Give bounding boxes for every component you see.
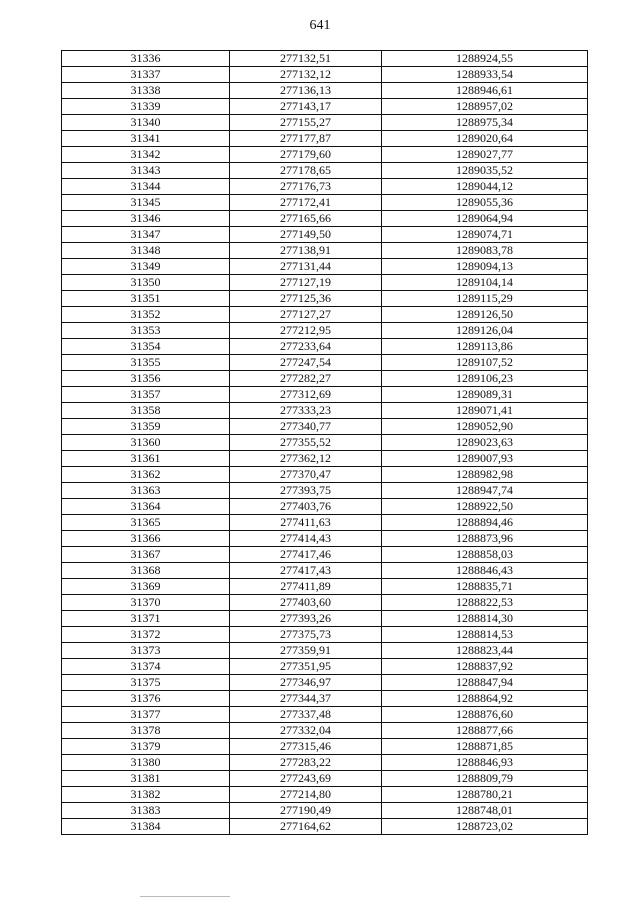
y-coordinate-cell: 1289007,93 [382,451,588,467]
y-coordinate-cell: 1288809,79 [382,771,588,787]
point-number-cell: 31362 [62,467,230,483]
x-coordinate-cell: 277362,12 [230,451,382,467]
point-number-cell: 31354 [62,339,230,355]
x-coordinate-cell: 277127,27 [230,307,382,323]
table-row [62,595,588,611]
x-coordinate-cell: 277247,54 [230,355,382,371]
y-coordinate-cell: 1288957,02 [382,99,588,115]
point-number-cell: 31347 [62,227,230,243]
table-row [62,515,588,531]
table-row [62,163,588,179]
y-coordinate-cell: 1289023,63 [382,435,588,451]
y-coordinate-cell: 1288946,61 [382,83,588,99]
table-row [62,99,588,115]
x-coordinate-cell: 277190,49 [230,803,382,819]
point-number-cell: 31381 [62,771,230,787]
table-row [62,563,588,579]
table-row [62,787,588,803]
table-row [62,675,588,691]
point-number-cell: 31351 [62,291,230,307]
table-row [62,755,588,771]
x-coordinate-cell: 277351,95 [230,659,382,675]
y-coordinate-cell: 1289055,36 [382,195,588,211]
table-row [62,371,588,387]
y-coordinate-cell: 1289113,86 [382,339,588,355]
x-coordinate-cell: 277131,44 [230,259,382,275]
point-number-cell: 31361 [62,451,230,467]
coordinates-table [61,50,588,835]
point-number-cell: 31339 [62,99,230,115]
x-coordinate-cell: 277178,65 [230,163,382,179]
x-coordinate-cell: 277344,37 [230,691,382,707]
y-coordinate-cell: 1289064,94 [382,211,588,227]
point-number-cell: 31365 [62,515,230,531]
table-row [62,547,588,563]
y-coordinate-cell: 1289126,04 [382,323,588,339]
x-coordinate-cell: 277212,95 [230,323,382,339]
table-row [62,179,588,195]
y-coordinate-cell: 1288835,71 [382,579,588,595]
point-number-cell: 31355 [62,355,230,371]
y-coordinate-cell: 1289020,64 [382,131,588,147]
point-number-cell: 31371 [62,611,230,627]
table-row [62,691,588,707]
point-number-cell: 31353 [62,323,230,339]
x-coordinate-cell: 277136,13 [230,83,382,99]
point-number-cell: 31357 [62,387,230,403]
y-coordinate-cell: 1289126,50 [382,307,588,323]
y-coordinate-cell: 1289106,23 [382,371,588,387]
x-coordinate-cell: 277282,27 [230,371,382,387]
point-number-cell: 31374 [62,659,230,675]
y-coordinate-cell: 1288894,46 [382,515,588,531]
point-number-cell: 31384 [62,819,230,835]
y-coordinate-cell: 1289115,29 [382,291,588,307]
coordinates-table-body [62,51,588,835]
table-row [62,483,588,499]
x-coordinate-cell: 277132,12 [230,67,382,83]
y-coordinate-cell: 1288975,34 [382,115,588,131]
y-coordinate-cell: 1289104,14 [382,275,588,291]
point-number-cell: 31378 [62,723,230,739]
point-number-cell: 31382 [62,787,230,803]
table-row [62,467,588,483]
table-row [62,643,588,659]
table-row [62,355,588,371]
x-coordinate-cell: 277172,41 [230,195,382,211]
point-number-cell: 31367 [62,547,230,563]
table-row [62,723,588,739]
x-coordinate-cell: 277340,77 [230,419,382,435]
point-number-cell: 31366 [62,531,230,547]
x-coordinate-cell: 277411,89 [230,579,382,595]
x-coordinate-cell: 277233,64 [230,339,382,355]
x-coordinate-cell: 277312,69 [230,387,382,403]
table-row [62,819,588,835]
table-row [62,259,588,275]
y-coordinate-cell: 1288877,66 [382,723,588,739]
y-coordinate-cell: 1288723,02 [382,819,588,835]
point-number-cell: 31343 [62,163,230,179]
table-row [62,451,588,467]
table-row [62,67,588,83]
point-number-cell: 31373 [62,643,230,659]
table-row [62,147,588,163]
y-coordinate-cell: 1288947,74 [382,483,588,499]
x-coordinate-cell: 277149,50 [230,227,382,243]
point-number-cell: 31383 [62,803,230,819]
x-coordinate-cell: 277315,46 [230,739,382,755]
point-number-cell: 31344 [62,179,230,195]
point-number-cell: 31377 [62,707,230,723]
x-coordinate-cell: 277177,87 [230,131,382,147]
y-coordinate-cell: 1288858,03 [382,547,588,563]
x-coordinate-cell: 277243,69 [230,771,382,787]
point-number-cell: 31342 [62,147,230,163]
point-number-cell: 31376 [62,691,230,707]
page-number: 641 [309,18,331,33]
x-coordinate-cell: 277417,43 [230,563,382,579]
x-coordinate-cell: 277214,80 [230,787,382,803]
table-row [62,83,588,99]
y-coordinate-cell: 1289107,52 [382,355,588,371]
point-number-cell: 31363 [62,483,230,499]
y-coordinate-cell: 1289074,71 [382,227,588,243]
x-coordinate-cell: 277179,60 [230,147,382,163]
table-row [62,627,588,643]
table-row [62,307,588,323]
point-number-cell: 31336 [62,51,230,67]
table-row [62,499,588,515]
y-coordinate-cell: 1288823,44 [382,643,588,659]
x-coordinate-cell: 277346,97 [230,675,382,691]
y-coordinate-cell: 1289083,78 [382,243,588,259]
y-coordinate-cell: 1288933,54 [382,67,588,83]
y-coordinate-cell: 1288846,43 [382,563,588,579]
point-number-cell: 31364 [62,499,230,515]
y-coordinate-cell: 1289035,52 [382,163,588,179]
y-coordinate-cell: 1289044,12 [382,179,588,195]
x-coordinate-cell: 277138,91 [230,243,382,259]
point-number-cell: 31348 [62,243,230,259]
point-number-cell: 31349 [62,259,230,275]
x-coordinate-cell: 277393,26 [230,611,382,627]
table-row [62,803,588,819]
x-coordinate-cell: 277370,47 [230,467,382,483]
y-coordinate-cell: 1288876,60 [382,707,588,723]
x-coordinate-cell: 277132,51 [230,51,382,67]
x-coordinate-cell: 277337,48 [230,707,382,723]
table-row [62,419,588,435]
table-row [62,291,588,307]
x-coordinate-cell: 277355,52 [230,435,382,451]
x-coordinate-cell: 277143,17 [230,99,382,115]
table-row [62,339,588,355]
table-row [62,51,588,67]
y-coordinate-cell: 1288871,85 [382,739,588,755]
y-coordinate-cell: 1288814,53 [382,627,588,643]
point-number-cell: 31358 [62,403,230,419]
y-coordinate-cell: 1289027,77 [382,147,588,163]
table-row [62,243,588,259]
y-coordinate-cell: 1289089,31 [382,387,588,403]
table-row [62,227,588,243]
x-coordinate-cell: 277164,62 [230,819,382,835]
table-row [62,387,588,403]
table-row [62,195,588,211]
point-number-cell: 31340 [62,115,230,131]
y-coordinate-cell: 1288814,30 [382,611,588,627]
point-number-cell: 31341 [62,131,230,147]
x-coordinate-cell: 277393,75 [230,483,382,499]
table-row [62,771,588,787]
y-coordinate-cell: 1288982,98 [382,467,588,483]
point-number-cell: 31359 [62,419,230,435]
point-number-cell: 31346 [62,211,230,227]
x-coordinate-cell: 277176,73 [230,179,382,195]
x-coordinate-cell: 277125,36 [230,291,382,307]
y-coordinate-cell: 1288748,01 [382,803,588,819]
table-row [62,531,588,547]
point-number-cell: 31345 [62,195,230,211]
x-coordinate-cell: 277417,46 [230,547,382,563]
table-row [62,131,588,147]
point-number-cell: 31360 [62,435,230,451]
point-number-cell: 31375 [62,675,230,691]
x-coordinate-cell: 277411,63 [230,515,382,531]
x-coordinate-cell: 277359,91 [230,643,382,659]
point-number-cell: 31368 [62,563,230,579]
point-number-cell: 31379 [62,739,230,755]
table-row [62,323,588,339]
y-coordinate-cell: 1289071,41 [382,403,588,419]
x-coordinate-cell: 277165,66 [230,211,382,227]
y-coordinate-cell: 1288924,55 [382,51,588,67]
page-bottom-mark [140,896,230,897]
point-number-cell: 31338 [62,83,230,99]
table-row [62,211,588,227]
point-number-cell: 31372 [62,627,230,643]
x-coordinate-cell: 277155,27 [230,115,382,131]
y-coordinate-cell: 1288837,92 [382,659,588,675]
table-row [62,275,588,291]
x-coordinate-cell: 277127,19 [230,275,382,291]
table-row [62,739,588,755]
point-number-cell: 31356 [62,371,230,387]
point-number-cell: 31370 [62,595,230,611]
table-row [62,115,588,131]
y-coordinate-cell: 1289052,90 [382,419,588,435]
point-number-cell: 31380 [62,755,230,771]
table-row [62,707,588,723]
point-number-cell: 31369 [62,579,230,595]
x-coordinate-cell: 277283,22 [230,755,382,771]
table-row [62,579,588,595]
y-coordinate-cell: 1288847,94 [382,675,588,691]
table-row [62,403,588,419]
x-coordinate-cell: 277403,76 [230,499,382,515]
y-coordinate-cell: 1289094,13 [382,259,588,275]
y-coordinate-cell: 1288864,92 [382,691,588,707]
x-coordinate-cell: 277403,60 [230,595,382,611]
point-number-cell: 31350 [62,275,230,291]
y-coordinate-cell: 1288780,21 [382,787,588,803]
y-coordinate-cell: 1288822,53 [382,595,588,611]
point-number-cell: 31337 [62,67,230,83]
x-coordinate-cell: 277414,43 [230,531,382,547]
point-number-cell: 31352 [62,307,230,323]
x-coordinate-cell: 277375,73 [230,627,382,643]
table-row [62,435,588,451]
table-row [62,659,588,675]
y-coordinate-cell: 1288873,96 [382,531,588,547]
x-coordinate-cell: 277332,04 [230,723,382,739]
y-coordinate-cell: 1288846,93 [382,755,588,771]
table-row [62,611,588,627]
x-coordinate-cell: 277333,23 [230,403,382,419]
y-coordinate-cell: 1288922,50 [382,499,588,515]
